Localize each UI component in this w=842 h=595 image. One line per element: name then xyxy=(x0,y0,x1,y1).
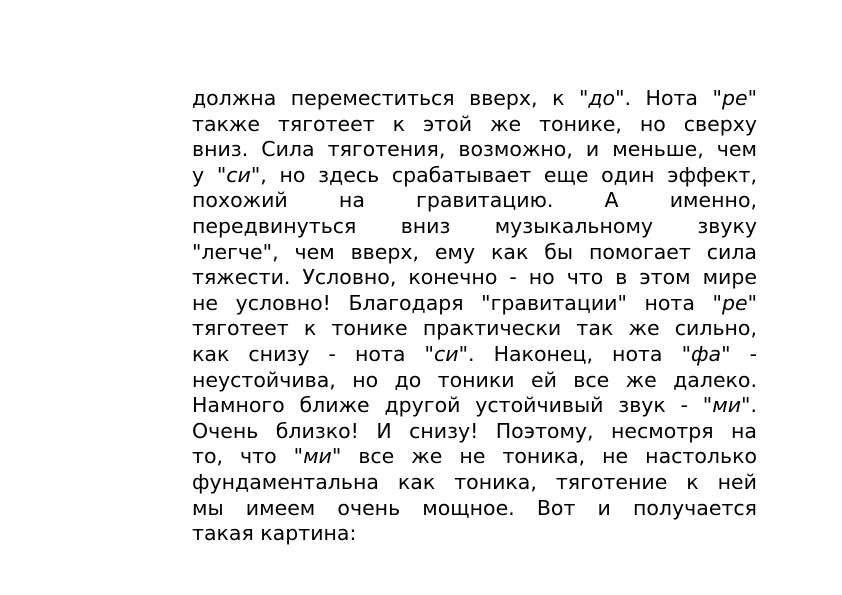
text-line: Очень близко! И снизу! Поэтому, несмотря на xyxy=(192,418,757,443)
text-line: неустойчива, но до тоники ей все же далеко. xyxy=(192,367,757,392)
note-si: си xyxy=(433,341,459,366)
text-line: "легче", чем вверх, ему как бы помогает сила xyxy=(192,239,757,264)
text-line: мы имеем очень мощное. Вот и получается xyxy=(192,495,757,520)
text-line: передвинуться вниз музыкальному звуку xyxy=(192,213,757,238)
text-line: как снизу - нота "си". Наконец, нота "фа" - xyxy=(192,341,758,366)
text-line: вниз. Сила тяготения, возможно, и меньше, чем xyxy=(192,137,757,162)
text-line: фундаментальна как тоника, тяготение к ней xyxy=(192,469,757,494)
text-line: тяготеет к тонике практически так же сильно, xyxy=(192,316,757,341)
note-do: до xyxy=(588,86,616,110)
text-line: у "си", но здесь срабатывает еще один эффект, xyxy=(192,162,758,187)
note-mi: ми xyxy=(712,393,742,418)
text-line: должна переместиться вверх, к "до". Нота "ре" xyxy=(192,86,757,110)
note-mi: ми xyxy=(303,444,332,469)
note-re: ре xyxy=(721,86,748,110)
text-line: также тяготеет к этой же тонике, но сверху xyxy=(192,111,757,136)
text-line: Намного ближе другой устойчивый звук - "ми". xyxy=(192,393,757,418)
text-line: не условно! Благодаря "гравитации" нота "ре" xyxy=(192,290,757,315)
note-re: ре xyxy=(721,290,748,315)
text-line: то, что "ми" все же не тоника, не настолько xyxy=(192,444,758,469)
text-line-last: такая картина: xyxy=(192,521,357,546)
text-line: похожий на гравитацию. А именно, xyxy=(192,188,757,213)
body-paragraph xyxy=(192,86,757,547)
note-si: си xyxy=(226,162,251,187)
note-fa: фа xyxy=(691,341,722,366)
text-line: тяжести. Условно, конечно - но что в этом мире xyxy=(192,265,757,290)
